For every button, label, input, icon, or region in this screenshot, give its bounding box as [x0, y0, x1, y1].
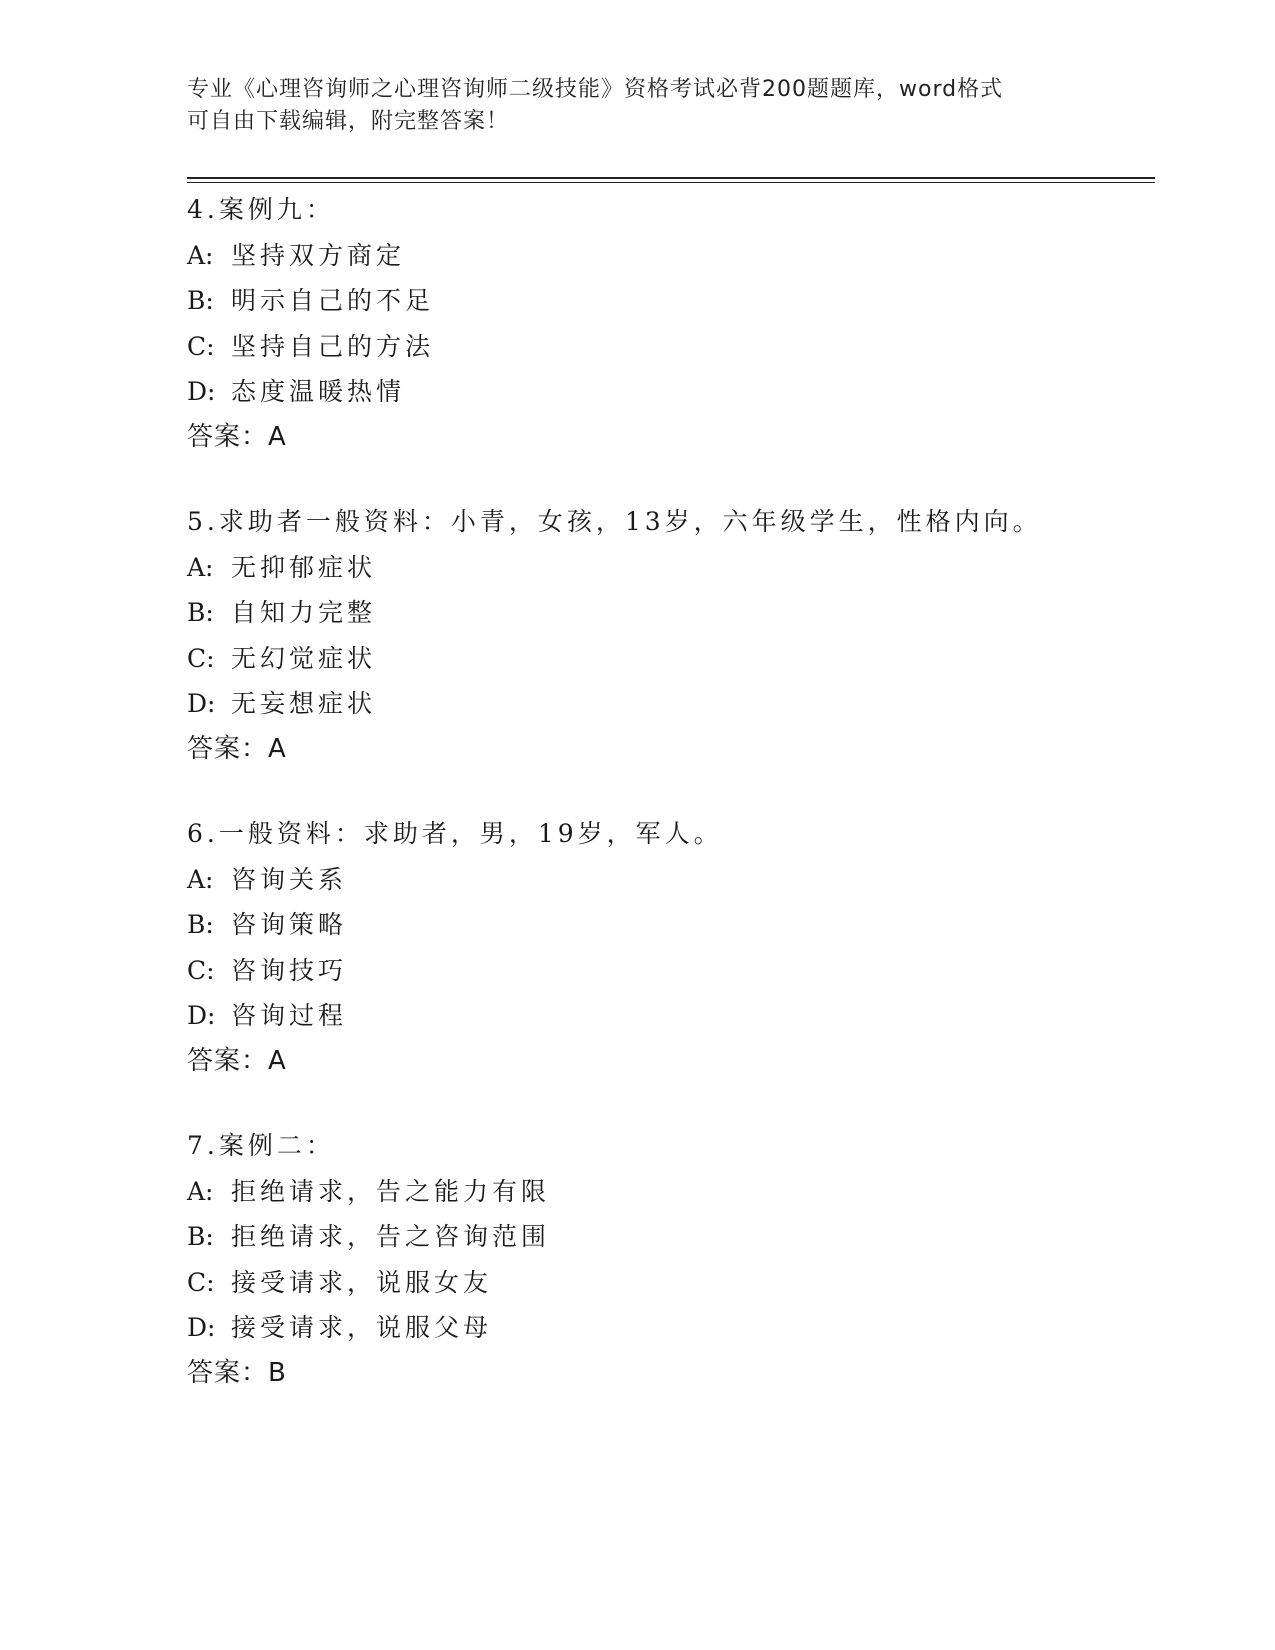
option-letter: A: [187, 240, 214, 270]
option-text: 咨询过程 [231, 1001, 348, 1030]
option-text: 接受请求，说服父母 [231, 1313, 493, 1342]
option-text: 坚持双方商定 [231, 240, 406, 270]
option-b [187, 1214, 1155, 1260]
answer-line: 答案：A [187, 421, 287, 452]
option-letter: B: [187, 598, 214, 627]
answer-line: 答案：B [187, 1357, 287, 1388]
header-title-line-1: 专业《心理咨询师之心理咨询师二级技能》资格考试必背200题题库，word格式 [187, 77, 1004, 102]
header-divider-thick [187, 177, 1155, 179]
option-c [187, 1260, 1155, 1306]
option-letter: B: [187, 910, 214, 939]
question-stem: 6.一般资料：求助者，男，19岁，军人。 [187, 819, 723, 848]
option-letter: A: [187, 1176, 214, 1206]
option-d [187, 1305, 1155, 1351]
question-stem: 4.案例九： [187, 195, 335, 224]
question-list [187, 187, 1155, 1435]
header-divider-thin [187, 182, 1155, 183]
question-item [187, 811, 1155, 1084]
option-letter: C: [187, 955, 215, 985]
document-header [187, 74, 1087, 138]
option-letter: D: [187, 689, 216, 718]
option-a [187, 1169, 1155, 1215]
question-stem: 7.案例二： [187, 1131, 335, 1160]
option-text: 咨询关系 [231, 864, 348, 894]
option-text: 咨询策略 [231, 910, 348, 939]
option-c [187, 948, 1155, 994]
option-a [187, 233, 1155, 279]
option-text: 拒绝请求，告之咨询范围 [231, 1222, 551, 1251]
option-letter: C: [187, 331, 215, 361]
option-text: 态度温暖热情 [231, 377, 406, 406]
option-letter: A: [187, 864, 214, 894]
header-title-line-2: 可自由下载编辑，附完整答案！ [187, 109, 510, 134]
option-d [187, 993, 1155, 1039]
option-b [187, 278, 1155, 324]
option-letter: B: [187, 286, 214, 315]
option-a [187, 857, 1155, 903]
option-letter: D: [187, 377, 216, 406]
option-text: 接受请求，说服女友 [231, 1267, 493, 1297]
option-letter: B: [187, 1222, 214, 1251]
option-text: 拒绝请求，告之能力有限 [231, 1176, 551, 1206]
answer-line: 答案：A [187, 1045, 287, 1076]
option-letter: C: [187, 1267, 215, 1297]
option-b [187, 590, 1155, 636]
option-text: 无抑郁症状 [231, 552, 377, 582]
question-item [187, 187, 1155, 460]
option-a [187, 545, 1155, 591]
option-b [187, 902, 1155, 948]
option-text: 坚持自己的方法 [231, 331, 435, 361]
option-letter: A: [187, 552, 214, 582]
option-text: 无幻觉症状 [231, 643, 377, 673]
option-d [187, 681, 1155, 727]
option-text: 咨询技巧 [231, 955, 348, 985]
answer-line: 答案：A [187, 733, 287, 764]
question-item [187, 499, 1155, 772]
option-text: 自知力完整 [231, 598, 377, 627]
option-text: 无妄想症状 [231, 689, 377, 718]
question-item [187, 1123, 1155, 1396]
option-c [187, 636, 1155, 682]
option-letter: D: [187, 1001, 216, 1030]
option-text: 明示自己的不足 [231, 286, 435, 315]
question-stem: 5.求助者一般资料：小青，女孩，13岁，六年级学生，性格内向。 [187, 507, 1042, 536]
option-d [187, 369, 1155, 415]
option-letter: C: [187, 643, 215, 673]
option-c [187, 324, 1155, 370]
option-letter: D: [187, 1313, 216, 1342]
